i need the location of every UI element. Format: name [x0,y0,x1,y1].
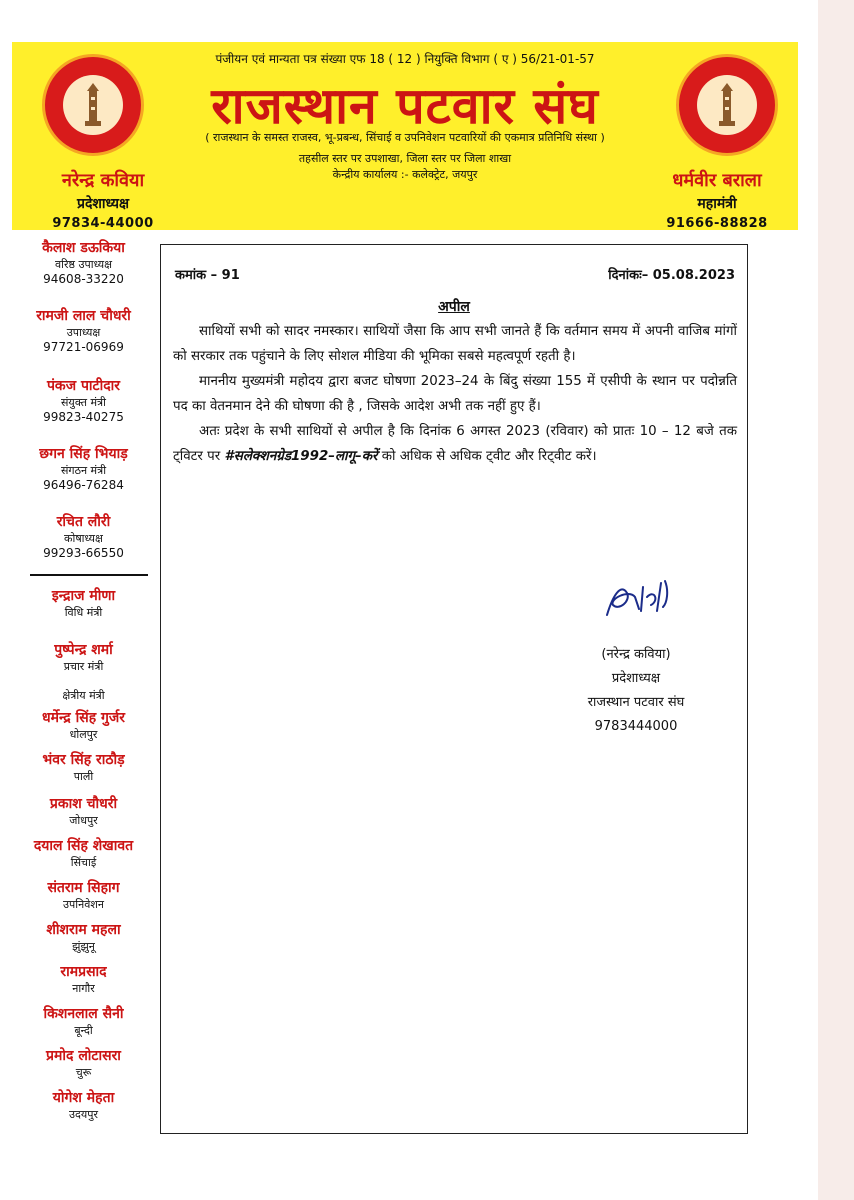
president-phone: 97834-44000 [52,216,154,231]
office-line: केन्द्रीय कार्यालय :- कलेक्ट्रेट, जयपुर [332,168,478,181]
signature-block [561,565,711,739]
reference-number: कमांक – 91 [175,268,240,283]
member-name: भंवर सिंह राठौड़ [42,752,125,768]
sidebar-member [12,640,155,674]
sidebar-member [12,920,155,954]
signatory-organization: राजस्थान पटवार संघ [587,695,685,710]
secretary-name: धर्मवीर बराला [672,170,762,191]
secretary-role: महामंत्री [697,196,737,212]
sidebar-member [12,1088,155,1122]
member-name: दयाल सिंह शेखावत [33,838,134,854]
sidebar-divider [30,574,148,576]
signatory-role: प्रदेशाध्यक्ष [611,671,661,686]
sidebar-member [12,238,155,286]
member-role: चुरू [75,1066,92,1079]
member-name: पंकज पाटीदार [46,378,120,394]
sidebar-member [12,306,155,354]
member-name: रामजी लाल चौधरी [36,308,131,324]
member-name: प्रकाश चौधरी [49,796,118,812]
sidebar-member [12,1046,155,1080]
organization-title: राजस्थान पटवार संघ [211,77,599,135]
member-role: उपाध्यक्ष [66,326,101,339]
member-name: इन्द्राज मीणा [51,588,116,604]
regional-heading [12,688,155,703]
member-role: बून्दी [74,1024,93,1037]
branches-line: तहसील स्तर पर उपशाखा, जिला स्तर पर जिला शाखा [298,152,512,165]
member-name: रचित लौरी [56,514,111,530]
member-name: धर्मेन्द्र सिंह गुर्जर [41,710,125,726]
paragraph-greeting: साथियों सभी को सादर नमस्कार। साथियों जैसा कि आप सभी जानते हैं कि वर्तमान समय में अपनी वाजिब मांगों को सरकार तक पहुंचाने के लिए सोशल मीडिया की भूमिका सबसे महत्वपूर्ण रहती है। [173,324,737,364]
secretary-phone: 91666-88828 [666,216,768,231]
registration-line: पंजीयन एवं मान्यता पत्र संख्या एफ 18 ( 12 ) नियुक्ति विभाग ( ए ) 56/21-01-57 [215,52,595,66]
letter-subject: अपील [438,299,470,315]
paragraph-budget: माननीय मुख्यमंत्री महोदय द्वारा बजट घोषणा 2023–24 के बिंदु संख्या 155 में एसीपी के स्थान पर पदोन्नति पद का वेतनमान देने की घोषणा की है , जिसके आदेश अभी तक नहीं हुए हैं। [173,374,737,414]
appeal-text-end: को अधिक से अधिक ट्वीट और रिट्वीट करें। [377,449,597,464]
member-name: किशनलाल सैनी [43,1006,124,1022]
president-name: नरेन्द्र कविया [61,170,145,191]
appeal-text-start: अतः प्रदेश के सभी साथियों से अपील है कि दिनांक 6 अगस्त 2023 (रविवार) को प्रातः 10 – 12 बजे तक ट्विटर पर [173,424,737,464]
member-role: उदयपुर [69,1108,98,1121]
office-bearers-sidebar [12,236,155,1136]
member-phone: 97721-06969 [43,340,124,354]
member-name: योगेश मेहता [52,1090,115,1106]
member-role: प्रचार मंत्री [63,660,104,673]
sidebar-member [12,1004,155,1038]
member-phone: 94608-33220 [43,272,124,286]
member-role: कोषाध्यक्ष [64,532,103,545]
sidebar-member [12,444,155,492]
member-name: शीशराम महला [46,922,121,938]
member-phone: 96496-76284 [43,478,124,492]
letterhead [12,42,798,230]
member-name: संतराम सिहाग [47,880,120,896]
member-role: झुंझुनू [72,940,95,953]
sidebar-member [12,794,155,828]
member-role: संयुक्त मंत्री [61,396,106,409]
sidebar-member [12,962,155,996]
regional-heading-label: क्षेत्रीय मंत्री [62,689,105,702]
letter-body [173,319,737,469]
member-name: प्रमोद लोटासरा [46,1048,121,1064]
president-block [28,168,178,231]
signatory-phone: 9783444000 [594,719,678,734]
sidebar-member [12,586,155,620]
member-phone: 99293-66550 [43,546,124,560]
member-role: उपनिवेशन [63,898,104,911]
member-name: पुष्पेन्द्र शर्मा [54,642,113,658]
member-phone: 99823-40275 [43,410,124,424]
sidebar-member [12,878,155,912]
member-role: विधि मंत्री [64,606,103,619]
signatory-name: (नरेन्द्र कविया) [601,647,671,662]
letter-body-box [160,244,748,1134]
sidebar-member [12,376,155,424]
president-role: प्रदेशाध्यक्ष [77,196,129,212]
member-role: जोधपुर [69,814,98,827]
member-role: धोलपुर [69,728,98,741]
member-role: नागौर [72,982,95,995]
member-name: कैलाश डऊकिया [42,240,125,256]
letter-date: दिनांकः– 05.08.2023 [608,268,735,283]
sidebar-member [12,708,155,742]
organization-tagline: ( राजस्थान के समस्त राजस्व, भू-प्रबन्ध, सिंचाई व उपनिवेशन पटवारियों की एकमात्र प्रतिनिधि संस्था ) [205,131,605,144]
member-name: रामप्रसाद [60,964,107,980]
member-role: संगठन मंत्री [60,464,107,477]
campaign-hashtag: #सलेक्शनग्रेड1992–लागू–करें [224,449,378,464]
member-name: छगन सिंह भियाड़ [39,446,128,462]
general-secretary-block [642,168,792,231]
sidebar-member [12,750,155,784]
sidebar-member [12,512,155,560]
sidebar-member [12,836,155,870]
paragraph-appeal [173,419,737,469]
member-role: पाली [73,770,94,783]
member-role: वरिष्ठ उपाध्यक्ष [55,258,112,271]
member-role: सिंचाई [70,856,97,869]
